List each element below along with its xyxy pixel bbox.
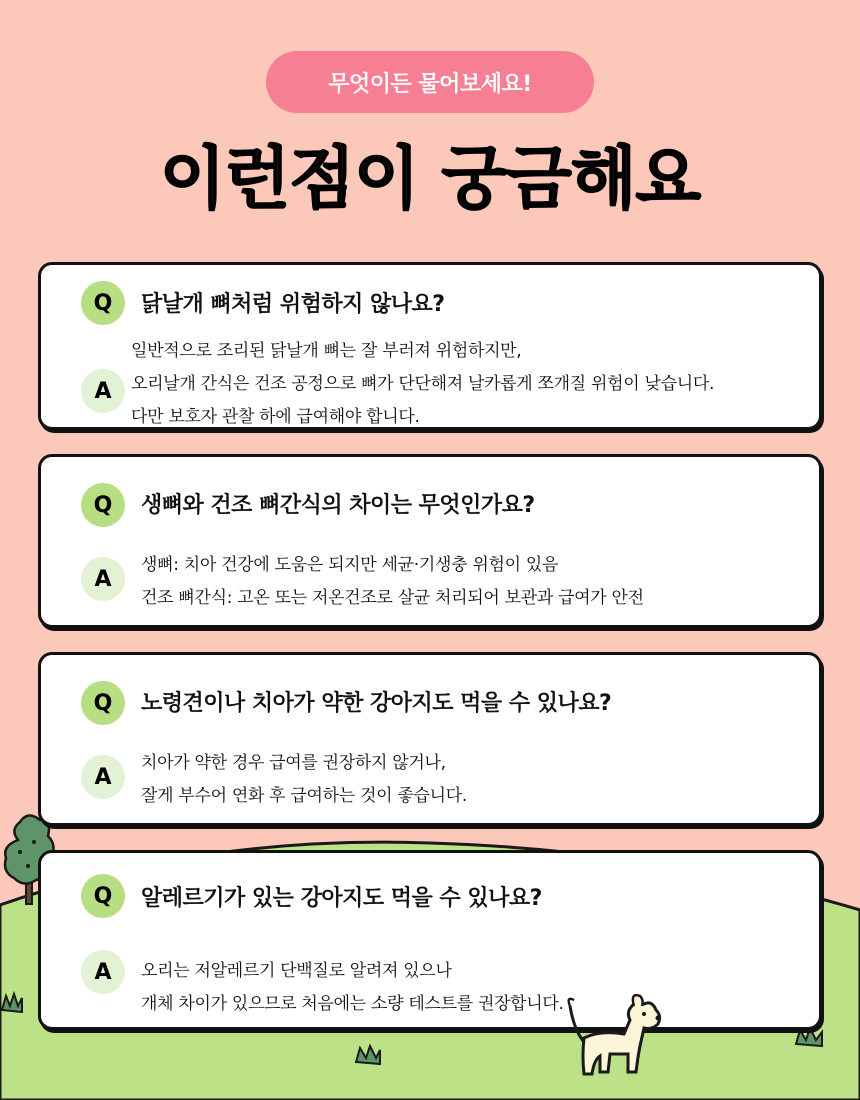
answer-line: 일반적으로 조리된 닭날개 뼈는 잘 부러져 위험하지만, xyxy=(131,341,522,361)
faq-card xyxy=(38,454,822,628)
answer-badge: A xyxy=(81,557,125,601)
faq-card xyxy=(38,850,822,1030)
question-text: 노령견이나 치아가 약한 강아지도 먹을 수 있나요? xyxy=(141,691,612,716)
question-badge: Q xyxy=(81,874,125,918)
question-text: 알레르기가 있는 강아지도 먹을 수 있나요? xyxy=(141,886,542,911)
answer-badge: A xyxy=(81,950,125,994)
answer-text xyxy=(141,747,467,813)
question-badge: Q xyxy=(81,681,125,725)
page-title: 이런점이 궁금해요 xyxy=(159,140,701,219)
answer-badge: A xyxy=(81,369,125,413)
question-badge: Q xyxy=(81,483,125,527)
faq-card xyxy=(38,262,822,430)
answer-line: 오리날개 간식은 건조 공정으로 뼈가 단단해져 날카롭게 쪼개질 위험이 낮습니다. xyxy=(131,374,715,394)
answer-text xyxy=(141,955,564,1021)
answer-line: 생뼈: 치아 건강에 도움은 되지만 세균·기생충 위험이 있음 xyxy=(141,555,559,575)
answer-line: 건조 뼈간식: 고온 또는 저온건조로 살균 처리되어 보관과 급여가 안전 xyxy=(141,588,644,608)
answer-line: 다만 보호자 관찰 하에 급여해야 합니다. xyxy=(131,407,420,427)
answer-line: 개체 차이가 있으므로 처음에는 소량 테스트를 권장합니다. xyxy=(141,994,564,1014)
answer-text xyxy=(141,549,644,615)
answer-line: 오리는 저알레르기 단백질로 알려져 있으나 xyxy=(141,961,452,981)
question-badge: Q xyxy=(81,281,125,325)
answer-line: 치아가 약한 경우 급여를 권장하지 않거나, xyxy=(141,753,446,773)
answer-line: 잘게 부수어 연화 후 급여하는 것이 좋습니다. xyxy=(141,786,467,806)
question-text: 생뼈와 건조 뼈간식의 차이는 무엇인가요? xyxy=(141,493,535,518)
faq-card xyxy=(38,652,822,826)
answer-badge: A xyxy=(81,755,125,799)
answer-text xyxy=(131,335,714,434)
dog-icon xyxy=(560,990,670,1080)
ask-anything-pill: 무엇이든 물어보세요! xyxy=(266,51,594,113)
question-text: 닭날개 뼈처럼 위험하지 않나요? xyxy=(141,292,445,317)
